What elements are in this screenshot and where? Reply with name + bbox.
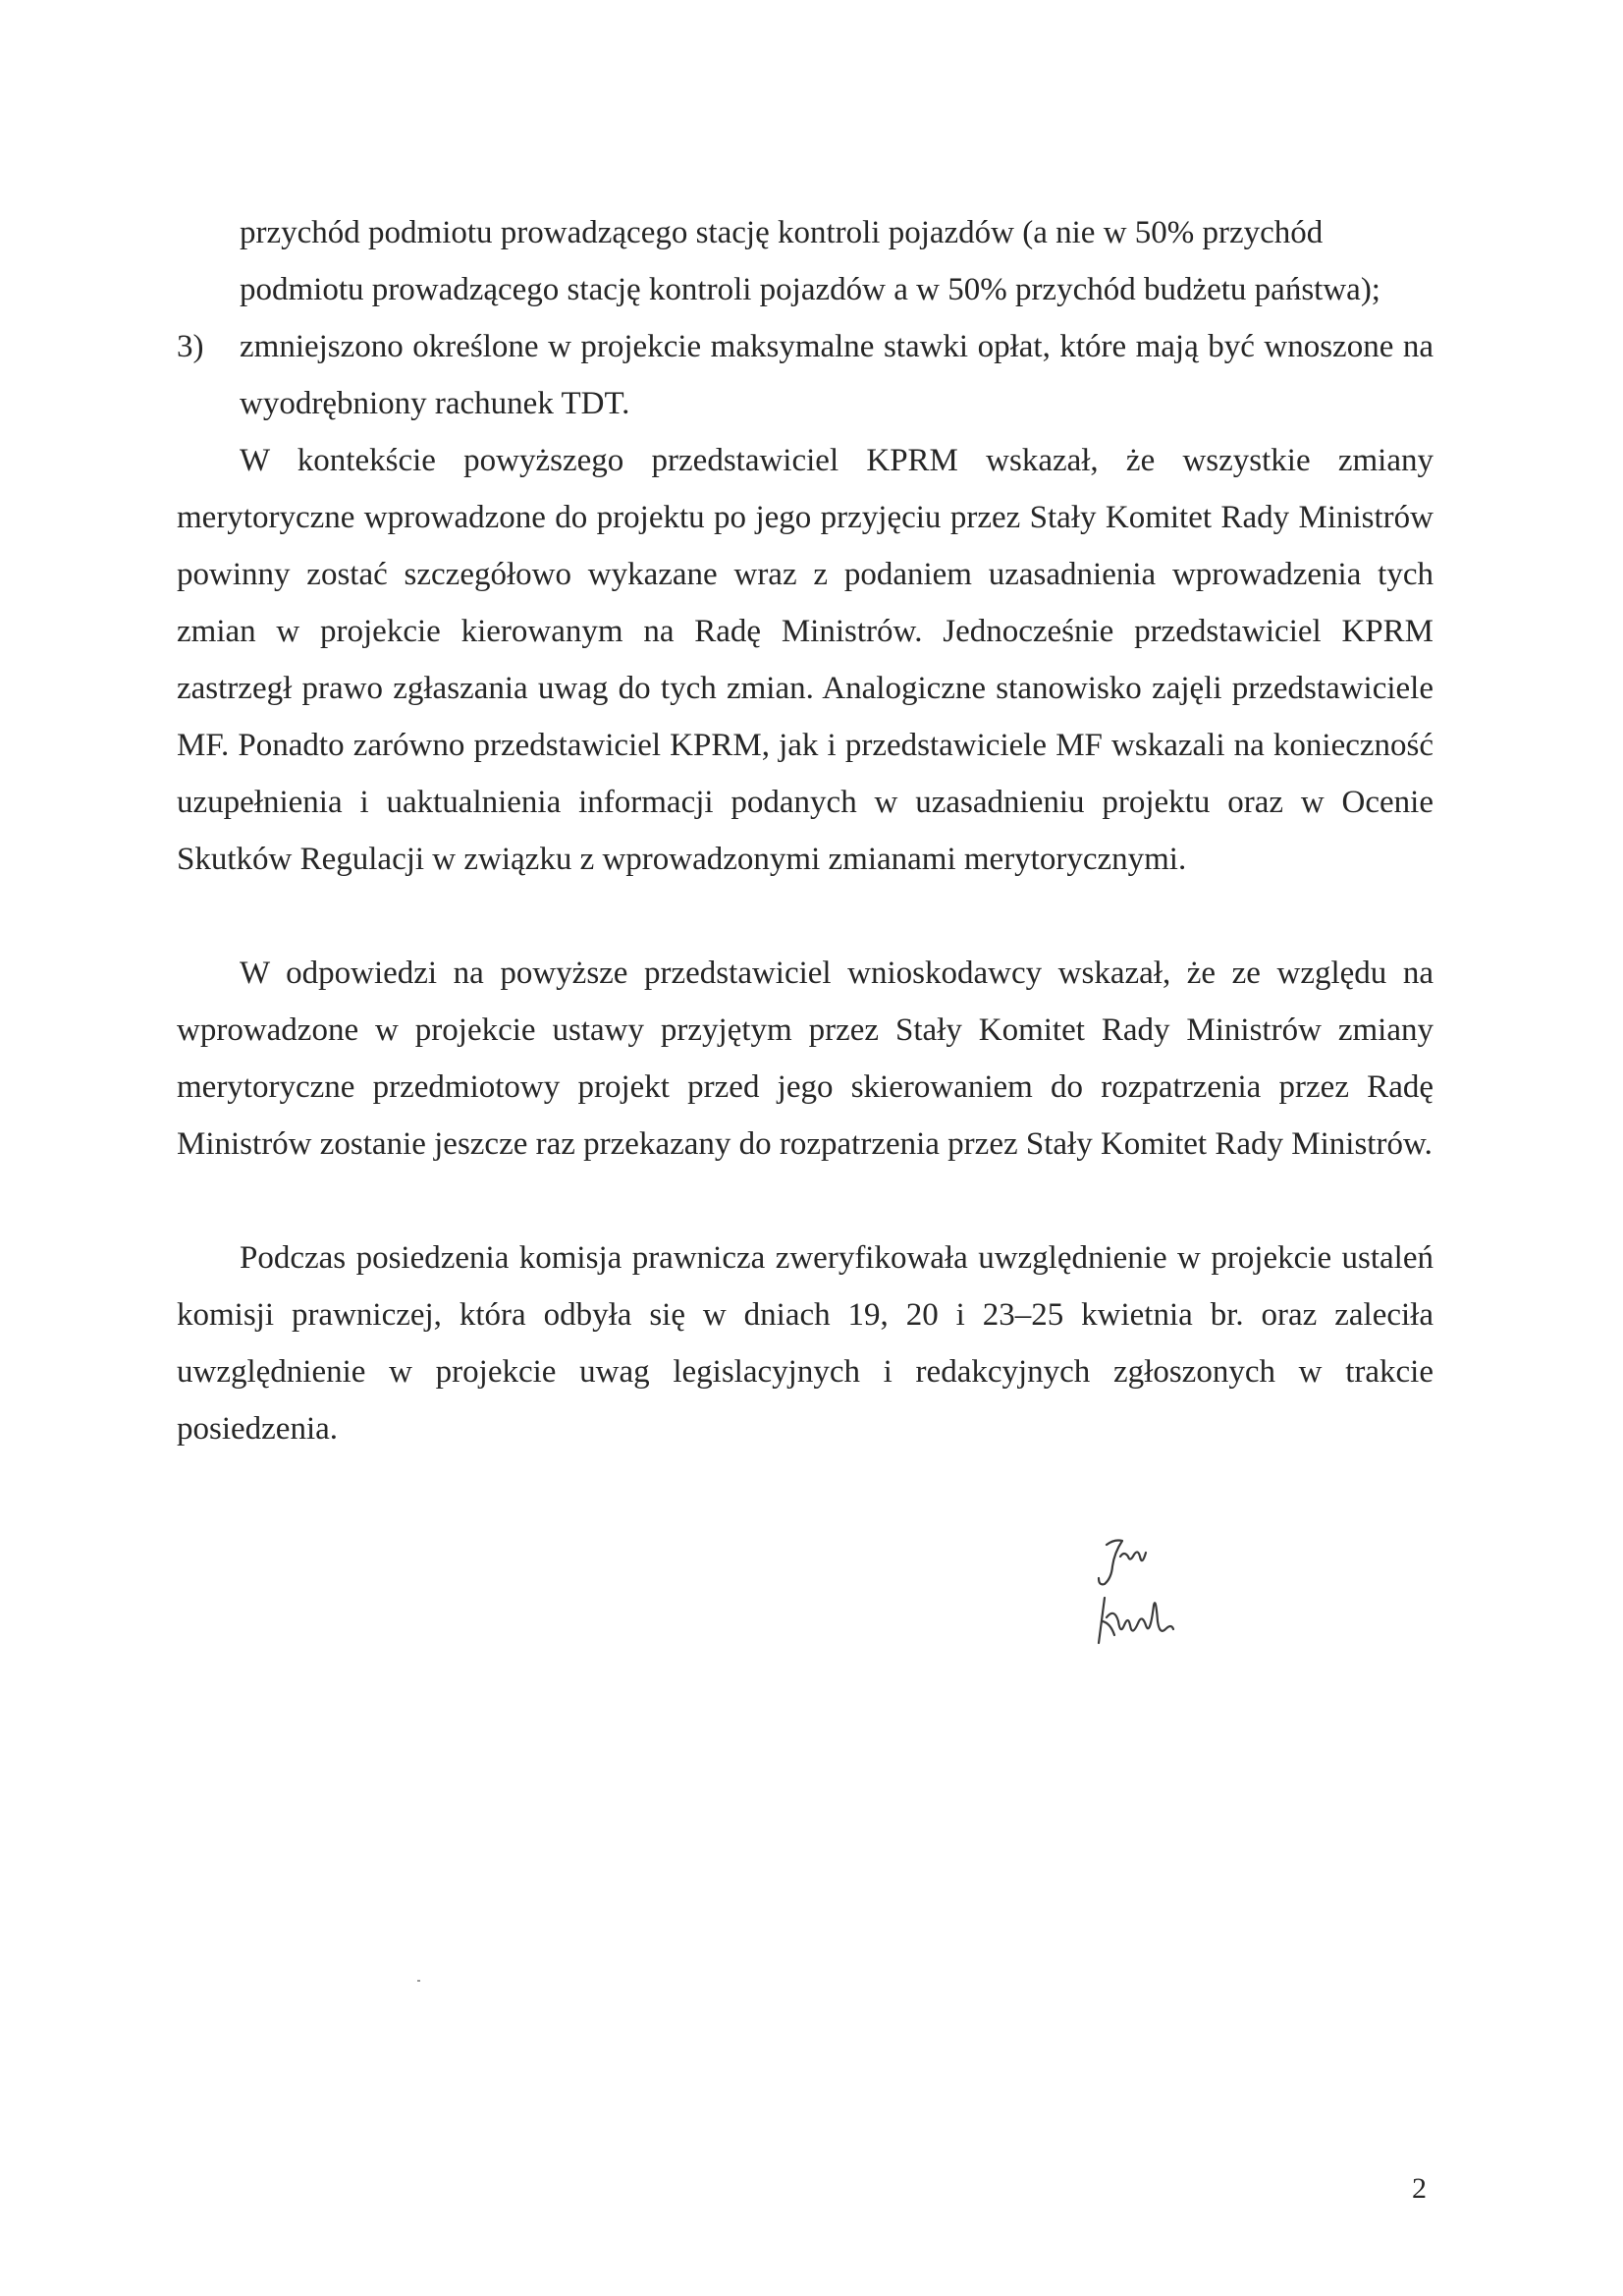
scan-speck (417, 1980, 420, 1982)
page-number: 2 (1412, 2172, 1427, 2205)
continuation-line-1: przychód podmiotu prowadzącego stację kontroli pojazdów (a nie w 50% przychód (240, 215, 1324, 250)
list-item-3 (177, 318, 1434, 432)
list-item-text: zmniejszono określone w projekcie maksymalne stawki opłat, które mają być wnoszone na wyodrębniony rachunek TDT. (240, 329, 1434, 421)
paragraph-kprm-remarks: W kontekście powyższego przedstawiciel KPRM wskazał, że wszystkie zmiany merytoryczne wprowadzone do projektu po jego przyjęciu przez Stały Komitet Rady Ministrów powinny zostać szczegółowo wykazane wraz z podaniem uzasadnienia wprowadzenia tych zmian w projekcie kierowanym na Radę Ministrów. Jednocześnie przedstawiciel KPRM zastrzegł prawo zgłaszania uwag do tych zmian. Analogiczne stanowisko zajęli przedstawiciele MF. Ponadto zarówno przedstawiciel KPRM, jak i przedstawiciele MF wskazali na konieczność uzupełnienia i uaktualnienia informacji podanych w uzasadnieniu projektu oraz w Ocenie Skutków Regulacji w związku z wprowadzonymi zmianami merytorycznymi. (177, 443, 1434, 877)
list-item-number: 3) (177, 329, 204, 364)
paragraph-applicant-response: W odpowiedzi na powyższe przedstawiciel wnioskodawcy wskazał, że ze względu na wprowadzone w projekcie ustawy przyjętym przez Stały Komitet Rady Ministrów zmiany merytoryczne przedmiotowy projekt przed jego skierowaniem do rozpatrzenia przez Radę Ministrów zostanie jeszcze raz przekazany do rozpatrzenia przez Stały Komitet Rady Ministrów. (177, 956, 1434, 1162)
continuation-line-2: podmiotu prowadzącego stację kontroli pojazdów a w 50% przychód budżetu państwa); (240, 272, 1380, 307)
handwritten-signature (1085, 1527, 1203, 1655)
paragraph-legal-commission: Podczas posiedzenia komisja prawnicza zweryfikowała uwzględnienie w projekcie ustaleń komisji prawniczej, która odbyła się w dniach 19, 20 i 23–25 kwietnia br. oraz zaleciła uwzględnienie w projekcie uwag legislacyjnych i redakcyjnych zgłoszonych w trakcie posiedzenia. (177, 1240, 1434, 1447)
